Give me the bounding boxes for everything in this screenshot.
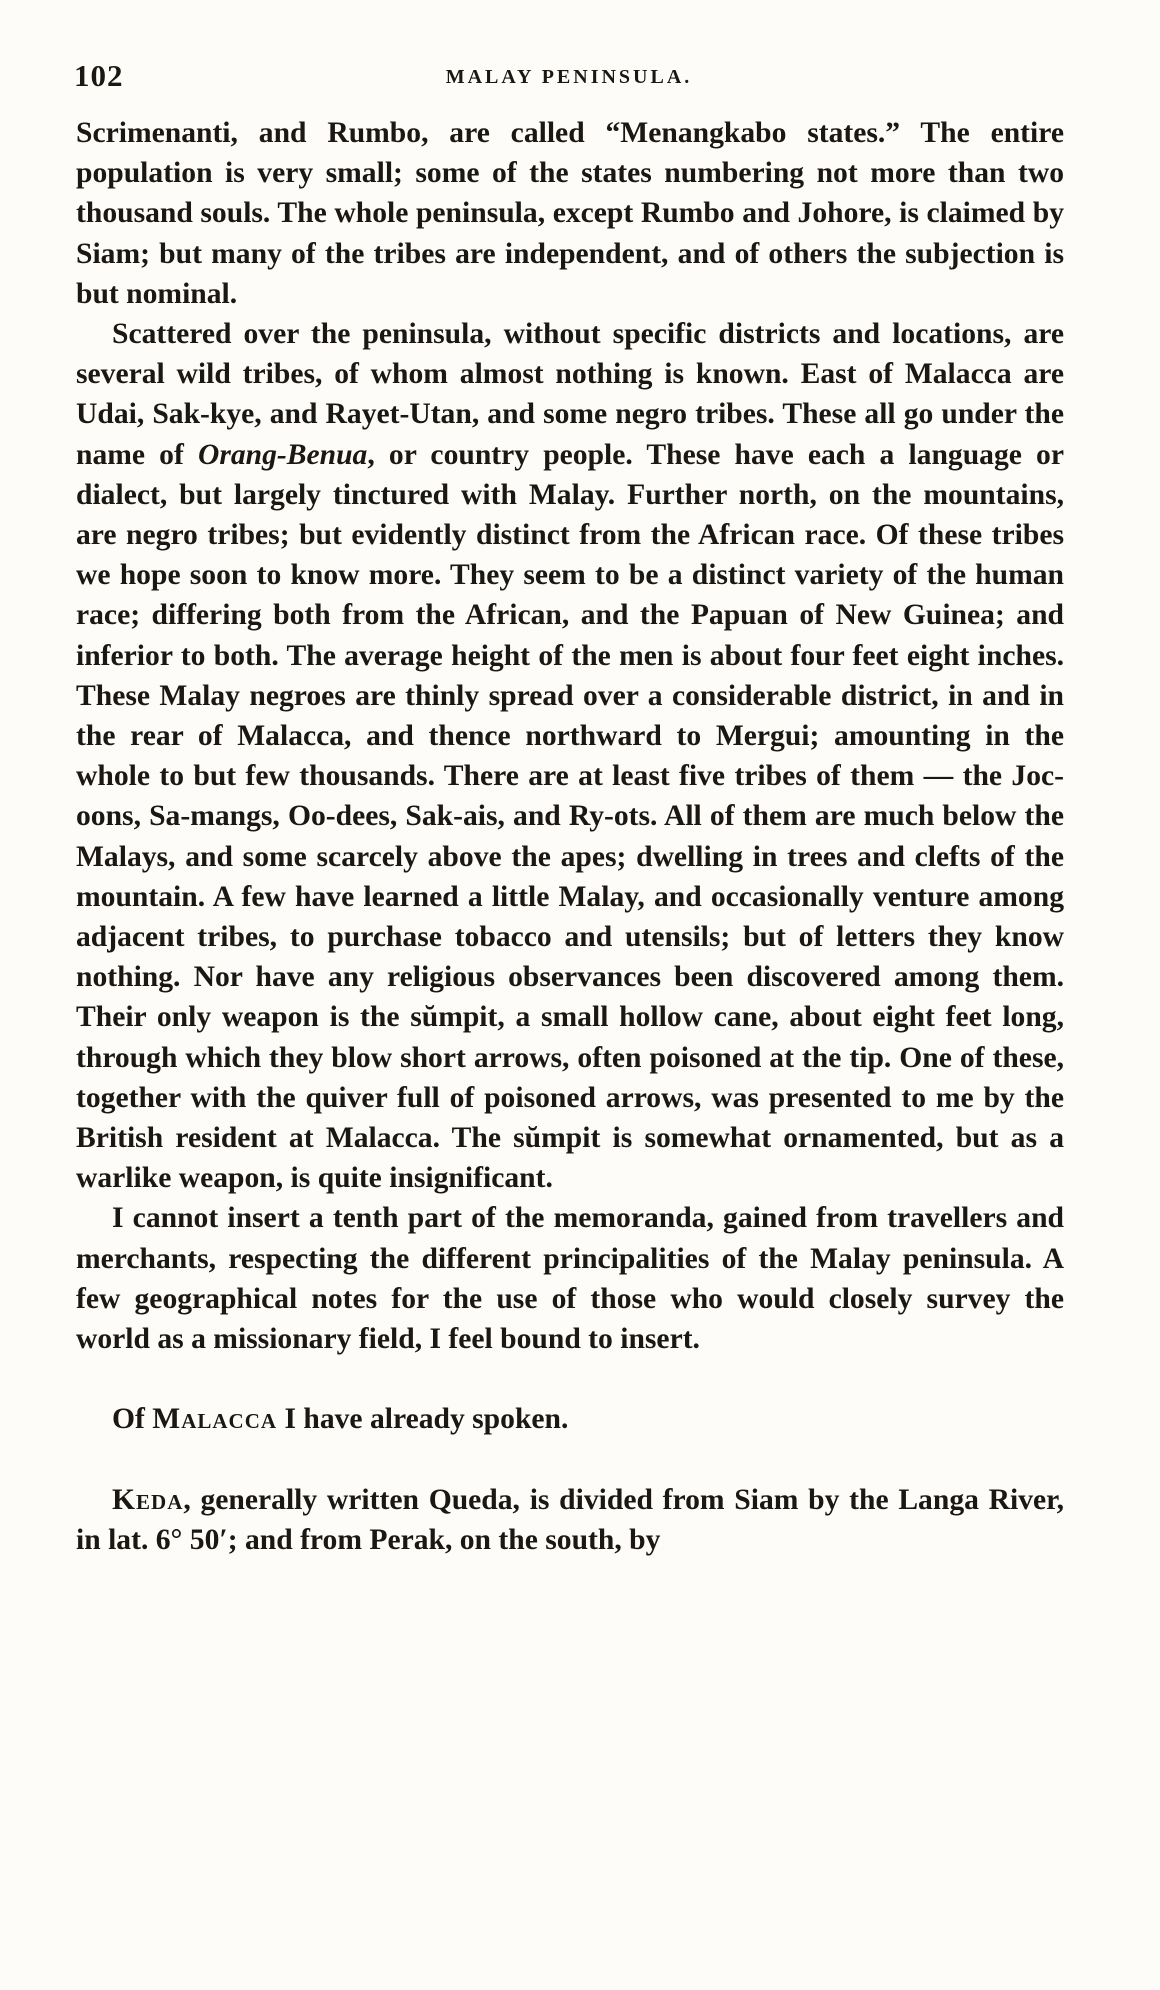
- malacca-heading: Malacca: [152, 1403, 278, 1436]
- paragraph-wild-tribes-text-a: Scattered over the peninsula, without specific districts and locations, are several wild tribes, of whom almost nothing is known. East of Malacca are Udai, Sak-kye, and Rayet-Utan, and some negro tribes. These all go under the name of: [76, 318, 1064, 471]
- paragraph-menangkabo: Scrimenanti, and Rumbo, are called “Menangkabo states.” The entire population is very small; some of the states numbering not more than two thousand souls. The whole peninsula, except Rumbo and Johore, is claimed by Siam; but many of the tribes are independent, and of others the subjection is but nominal.: [76, 117, 1064, 310]
- paragraph-wild-tribes-text-b: , or country people. These have each a language or dialect, but largely tinctured with Malay. Further north, on the mountains, are negro tribes; but evidently distinct from the African race. Of these tribes we hope soon to know more. They seem to be a distinct variety of the human race; differing both from the African, and the Papuan of New Guinea; and inferior to both. The average height of the men is about four feet eight inches. These Malay negroes are thinly spread over a considerable district, in and in the rear of Malacca, and thence northward to Mergui; amounting in the whole to but few thousands. There are at least five tribes of them — the Joc-oons, Sa-mangs, Oo-dees, Sak-ais, and Ry-ots. All of them are much below the Malays, and some scarcely above the apes; dwelling in trees and clefts of the mountain. A few have learned a little Malay, and occasionally venture among adjacent tribes, to purchase tobacco and utensils; but of letters they know nothing. Nor have any religious observances been discovered among them. Their only weapon is the sŭmpit, a small hollow cane, about eight feet long, through which they blow short arrows, often poisoned at the tip. One of these, together with the quiver full of poisoned arrows, was presented to me by the British resident at Malacca. The sŭmpit is somewhat ornamented, but as a warlike weapon, is quite insignificant.: [76, 438, 1064, 1195]
- body-text: [76, 113, 1064, 1560]
- section-malacca-text-a: Of: [112, 1403, 153, 1436]
- page-number: 102: [74, 58, 124, 93]
- section-malacca-text-b: I have already spoken.: [277, 1403, 569, 1436]
- section-keda-text: , generally written Queda, is divided from Siam by the Langa River, in lat. 6° 50′; and from Perak, on the south, by: [76, 1483, 1064, 1556]
- section-keda: [76, 1480, 1064, 1560]
- section-malacca: [76, 1399, 1064, 1439]
- orang-benua-term: Orang-Benua: [197, 438, 368, 471]
- page-header: [74, 58, 1064, 98]
- paragraph-wild-tribes: [76, 314, 1064, 1198]
- paragraph-memoranda: I cannot insert a tenth part of the memoranda, gained from travellers and merchants, respecting the different principalities of the Malay peninsula. A few geographical notes for the use of those who would closely survey the world as a missionary field, I feel bound to insert.: [76, 1202, 1064, 1356]
- running-head: MALAY PENINSULA.: [445, 66, 693, 88]
- keda-heading: Keda: [112, 1483, 184, 1516]
